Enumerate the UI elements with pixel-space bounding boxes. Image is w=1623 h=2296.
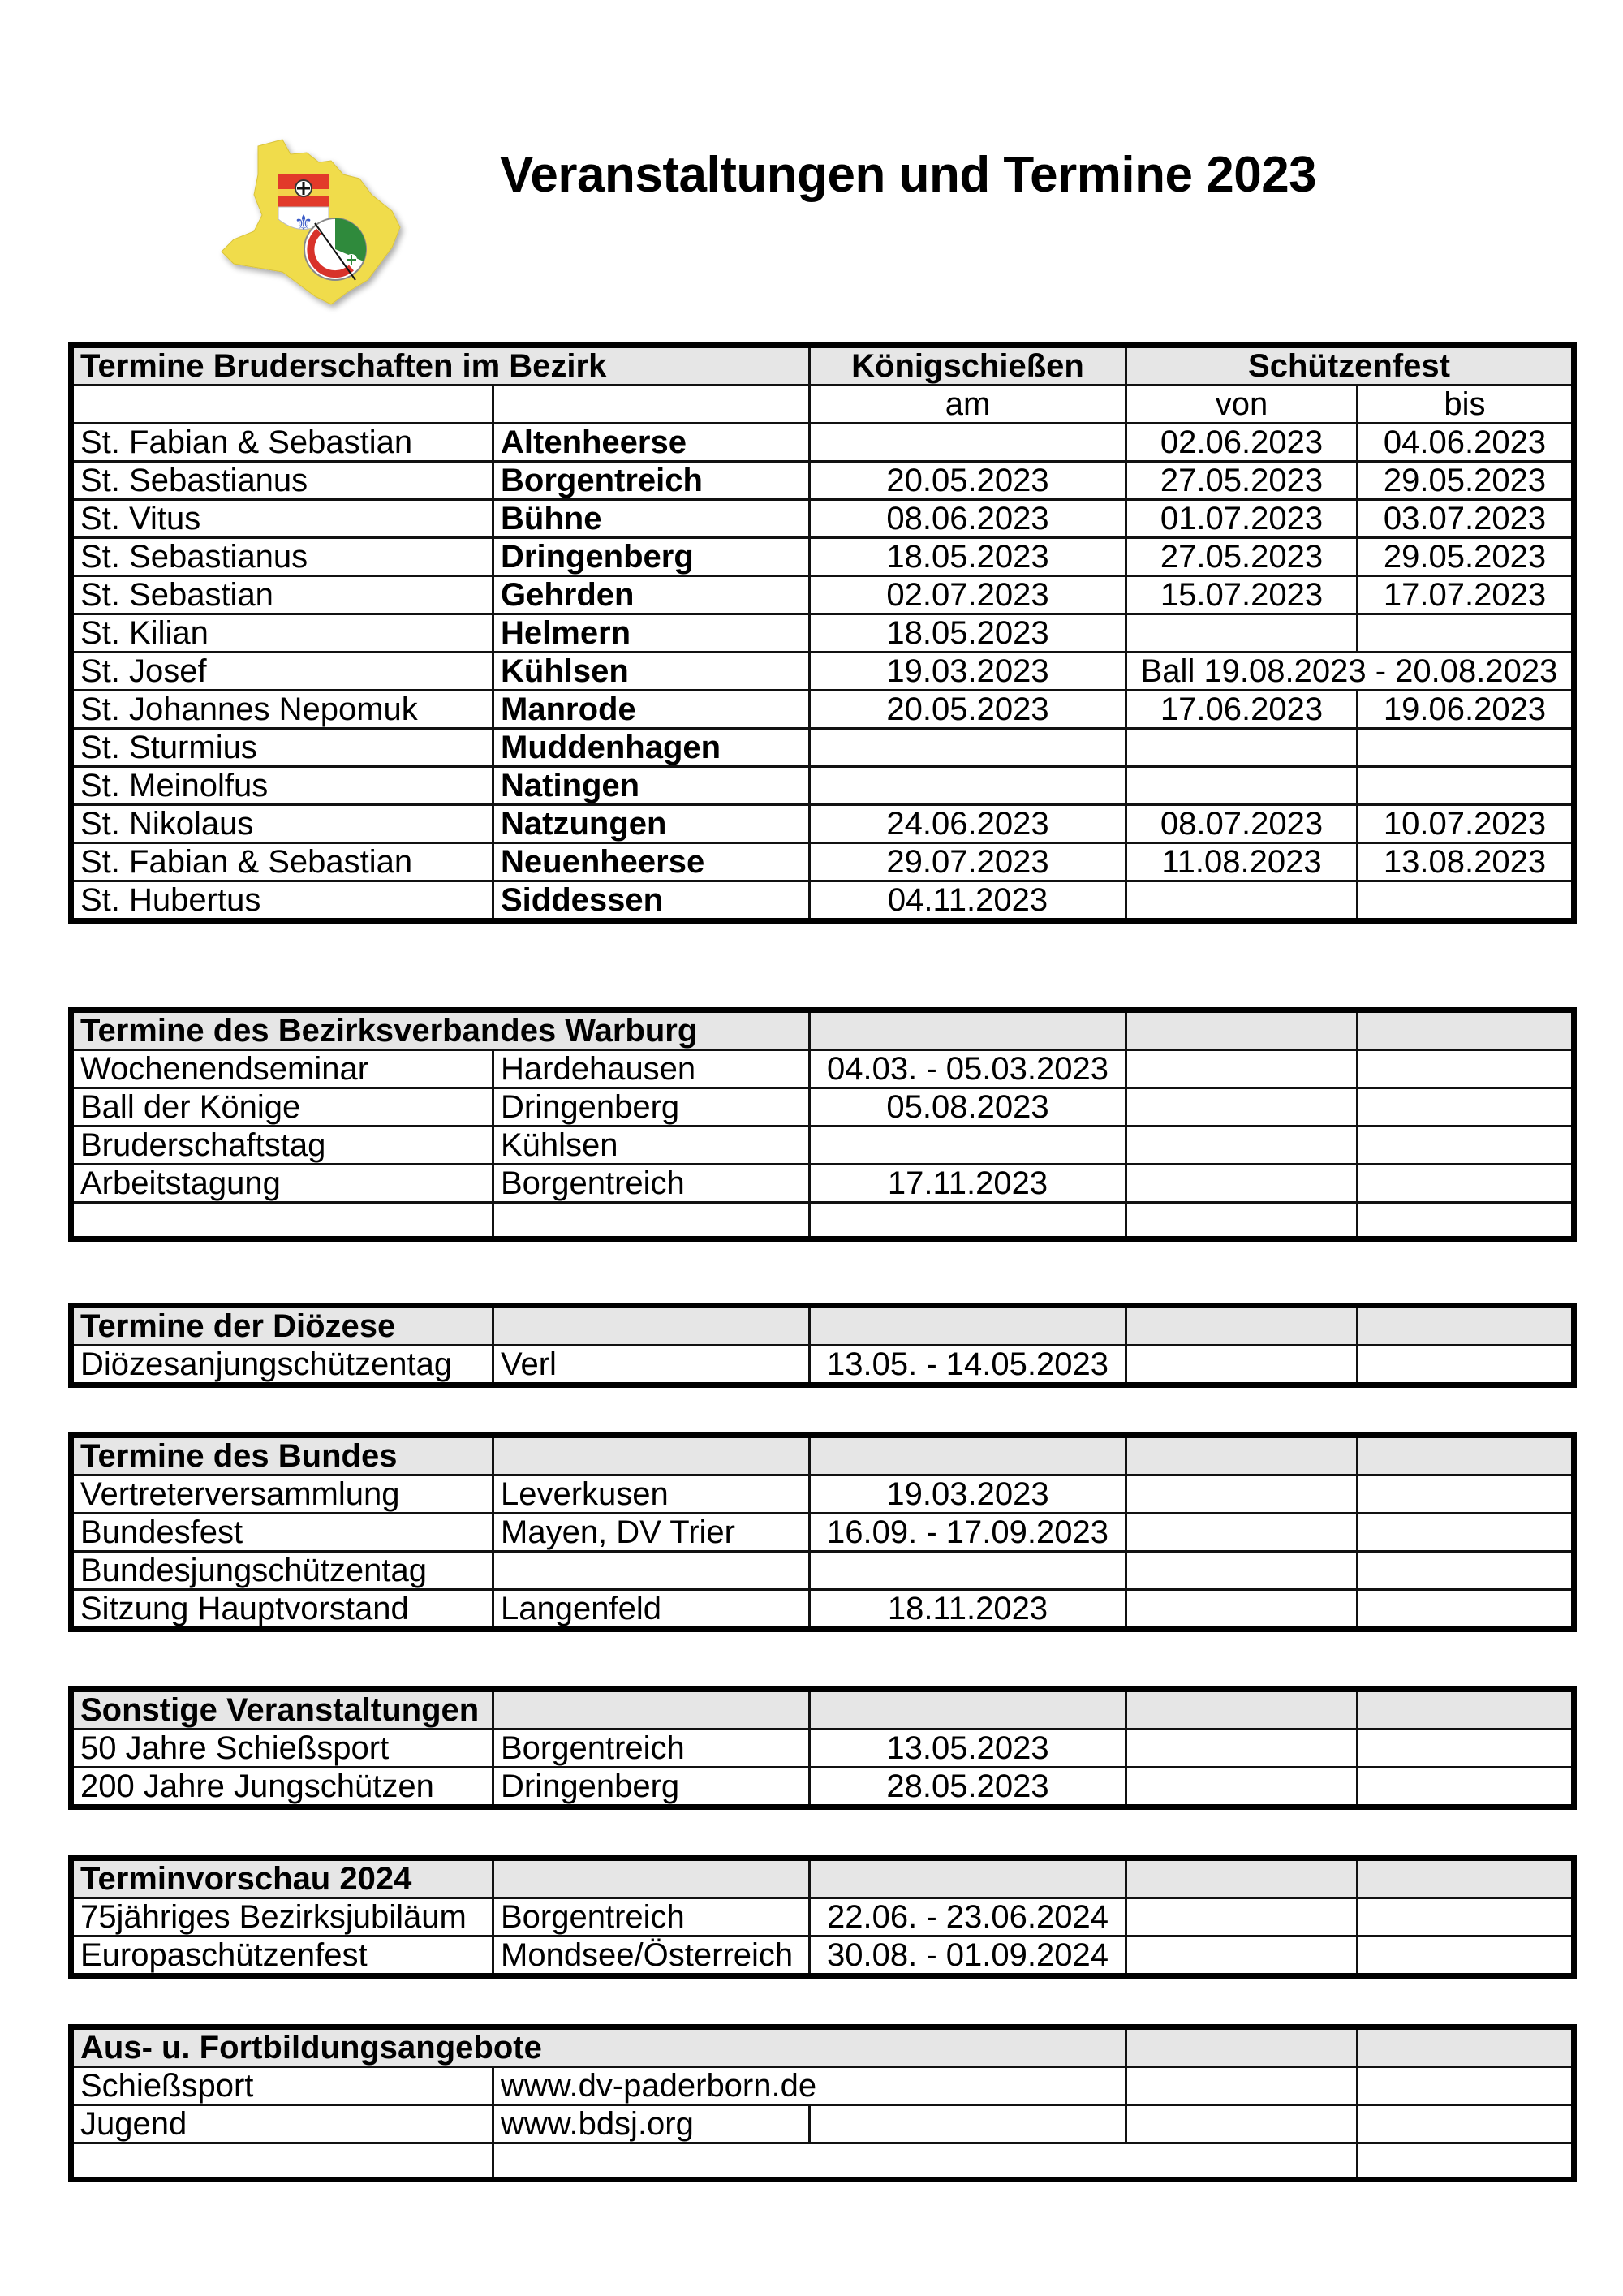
event-location: Langenfeld <box>493 1590 810 1630</box>
svg-text:⚜: ⚜ <box>294 211 313 235</box>
empty-cell <box>1358 1936 1574 1976</box>
event-name: Wochenendseminar <box>71 1050 493 1088</box>
location-name: Siddessen <box>493 881 810 921</box>
schuetzenfest-from: 27.05.2023 <box>1126 462 1358 500</box>
event-date <box>810 1552 1126 1590</box>
table-bruderschaften <box>68 342 1577 924</box>
schuetzenfest-merged: Ball 19.08.2023 - 20.08.2023 <box>1126 653 1574 691</box>
section-title: Aus- u. Fortbildungsangebote <box>71 2027 1126 2067</box>
empty-cell <box>1126 1936 1358 1976</box>
schuetzenfest-to: 10.07.2023 <box>1358 805 1574 843</box>
event-date: 04.03. - 05.03.2023 <box>810 1050 1126 1088</box>
table-row <box>71 1730 1574 1768</box>
column-header-am: am <box>810 386 1126 424</box>
event-location: Hardehausen <box>493 1050 810 1088</box>
empty-cell <box>1126 1088 1358 1126</box>
event-name: Europaschützenfest <box>71 1936 493 1976</box>
event-location: Borgentreich <box>493 1898 810 1936</box>
empty-cell <box>71 386 493 424</box>
brotherhood-name: St. Hubertus <box>71 881 493 921</box>
schuetzenfest-to: 29.05.2023 <box>1358 538 1574 576</box>
koenigschiessen-date <box>810 767 1126 805</box>
event-date <box>810 1126 1126 1165</box>
event-location <box>493 1552 810 1590</box>
empty-cell <box>1358 1050 1574 1088</box>
empty-cell <box>1358 1436 1574 1475</box>
event-name: Ball der Könige <box>71 1088 493 1126</box>
location-name: Dringenberg <box>493 538 810 576</box>
koenigschiessen-date: 18.05.2023 <box>810 614 1126 653</box>
empty-cell <box>1358 1346 1574 1385</box>
table-row <box>71 1768 1574 1807</box>
brotherhood-name: St. Johannes Nepomuk <box>71 691 493 729</box>
table-row <box>71 1475 1574 1514</box>
empty-cell <box>1126 1436 1358 1475</box>
empty-cell <box>810 1690 1126 1730</box>
table-row <box>71 691 1574 729</box>
empty-cell <box>1358 1590 1574 1630</box>
schuetzenfest-to: 04.06.2023 <box>1358 424 1574 462</box>
schuetzenfest-to: 03.07.2023 <box>1358 500 1574 538</box>
empty-cell <box>1126 2105 1358 2143</box>
koenigschiessen-date: 29.07.2023 <box>810 843 1126 881</box>
empty-cell <box>1358 1514 1574 1552</box>
brotherhood-name: St. Kilian <box>71 614 493 653</box>
table-row <box>71 767 1574 805</box>
event-name: Arbeitstagung <box>71 1165 493 1203</box>
table-vorschau-2024 <box>68 1855 1577 1979</box>
brotherhood-name: St. Meinolfus <box>71 767 493 805</box>
website-link[interactable]: www.bdsj.org <box>501 2106 694 2142</box>
brotherhood-name: St. Fabian & Sebastian <box>71 843 493 881</box>
table-row <box>71 2067 1574 2105</box>
empty-cell <box>493 1436 810 1475</box>
event-date: 13.05. - 14.05.2023 <box>810 1346 1126 1385</box>
table-header-row <box>71 2027 1574 2067</box>
table-row <box>71 1126 1574 1165</box>
table-row <box>71 1898 1574 1936</box>
table-row <box>71 881 1574 921</box>
table-row <box>71 462 1574 500</box>
schuetzenfest-from: 01.07.2023 <box>1126 500 1358 538</box>
empty-cell <box>1358 1898 1574 1936</box>
schuetzenfest-from <box>1126 729 1358 767</box>
table-sonstige <box>68 1686 1577 1810</box>
koenigschiessen-date: 08.06.2023 <box>810 500 1126 538</box>
event-date <box>810 1203 1126 1239</box>
topic-cell <box>71 2143 493 2180</box>
section-title: Termine der Diözese <box>71 1306 493 1346</box>
schuetzenfest-from <box>1126 767 1358 805</box>
column-header-bis: bis <box>1358 386 1574 424</box>
empty-cell <box>1126 1730 1358 1768</box>
event-date: 18.11.2023 <box>810 1590 1126 1630</box>
section-title: Termine des Bezirksverbandes Warburg <box>71 1010 810 1050</box>
district-logo <box>209 130 420 317</box>
empty-cell <box>1126 1475 1358 1514</box>
empty-cell <box>1126 1898 1358 1936</box>
table-dioezese <box>68 1303 1577 1388</box>
event-location: Dringenberg <box>493 1088 810 1126</box>
empty-cell <box>810 1859 1126 1898</box>
empty-cell <box>1358 1165 1574 1203</box>
table-row <box>71 1165 1574 1203</box>
event-date: 28.05.2023 <box>810 1768 1126 1807</box>
schuetzenfest-from: 11.08.2023 <box>1126 843 1358 881</box>
section-title: Termine des Bundes <box>71 1436 493 1475</box>
table-fortbildung <box>68 2024 1577 2182</box>
brotherhood-name: St. Josef <box>71 653 493 691</box>
event-name: Diözesanjungschützentag <box>71 1346 493 1385</box>
table-row <box>71 653 1574 691</box>
empty-cell <box>1126 2027 1358 2067</box>
empty-cell <box>1126 1346 1358 1385</box>
koenigschiessen-date: 20.05.2023 <box>810 691 1126 729</box>
table-bezirksverband <box>68 1007 1577 1242</box>
table-row <box>71 1050 1574 1088</box>
empty-cell <box>1126 1590 1358 1630</box>
koenigschiessen-date: 04.11.2023 <box>810 881 1126 921</box>
empty-cell <box>1358 2105 1574 2143</box>
event-name: Bundesjungschützentag <box>71 1552 493 1590</box>
schuetzenfest-from: 08.07.2023 <box>1126 805 1358 843</box>
event-location: Borgentreich <box>493 1730 810 1768</box>
brotherhood-name: St. Sebastianus <box>71 462 493 500</box>
table-header-row <box>71 1306 1574 1346</box>
topic-cell: Schießsport <box>71 2067 493 2105</box>
event-location: Verl <box>493 1346 810 1385</box>
empty-cell <box>1126 1859 1358 1898</box>
table-row <box>71 1203 1574 1239</box>
topic-cell: Jugend <box>71 2105 493 2143</box>
event-location: Dringenberg <box>493 1768 810 1807</box>
koenigschiessen-date: 24.06.2023 <box>810 805 1126 843</box>
section-title: Sonstige Veranstaltungen <box>71 1690 493 1730</box>
empty-cell <box>1358 1306 1574 1346</box>
empty-cell <box>810 1010 1126 1050</box>
schuetzenfest-from: 15.07.2023 <box>1126 576 1358 614</box>
location-name: Altenheerse <box>493 424 810 462</box>
event-name: Bruderschaftstag <box>71 1126 493 1165</box>
column-header-schuetzenfest: Schützenfest <box>1126 346 1574 386</box>
koenigschiessen-date: 20.05.2023 <box>810 462 1126 500</box>
empty-cell <box>810 1306 1126 1346</box>
event-name <box>71 1203 493 1239</box>
table-row <box>71 729 1574 767</box>
empty-cell <box>1126 1552 1358 1590</box>
koenigschiessen-date <box>810 424 1126 462</box>
empty-cell <box>1358 1010 1574 1050</box>
table-row <box>71 500 1574 538</box>
table-bund <box>68 1432 1577 1632</box>
table-header-row <box>71 1690 1574 1730</box>
empty-cell <box>1358 1859 1574 1898</box>
column-header-koenigschiessen: Königschießen <box>810 346 1126 386</box>
schuetzenfest-to: 13.08.2023 <box>1358 843 1574 881</box>
event-name: Vertreterversammlung <box>71 1475 493 1514</box>
event-location: Mayen, DV Trier <box>493 1514 810 1552</box>
event-date: 16.09. - 17.09.2023 <box>810 1514 1126 1552</box>
event-name: Bundesfest <box>71 1514 493 1552</box>
location-name: Natingen <box>493 767 810 805</box>
table-row <box>71 2143 1574 2180</box>
empty-cell <box>493 1859 810 1898</box>
empty-cell <box>493 2143 1358 2180</box>
koenigschiessen-date: 18.05.2023 <box>810 538 1126 576</box>
event-date: 22.06. - 23.06.2024 <box>810 1898 1126 1936</box>
event-name: 75jähriges Bezirksjubiläum <box>71 1898 493 1936</box>
empty-cell <box>1126 1514 1358 1552</box>
website-link[interactable]: www.dv-paderborn.de <box>501 2068 817 2104</box>
table-row <box>71 1552 1574 1590</box>
empty-cell <box>1126 1768 1358 1807</box>
empty-cell <box>1358 1730 1574 1768</box>
brotherhood-name: St. Sebastianus <box>71 538 493 576</box>
location-name: Gehrden <box>493 576 810 614</box>
event-name: Sitzung Hauptvorstand <box>71 1590 493 1630</box>
empty-cell <box>1358 1552 1574 1590</box>
location-name: Bühne <box>493 500 810 538</box>
schuetzenfest-from <box>1126 614 1358 653</box>
event-location: Leverkusen <box>493 1475 810 1514</box>
table-row <box>71 805 1574 843</box>
table-row <box>71 1590 1574 1630</box>
link-cell[interactable] <box>493 2105 810 2143</box>
brotherhood-name: St. Sturmius <box>71 729 493 767</box>
empty-cell <box>1126 2067 1358 2105</box>
table-row <box>71 1346 1574 1385</box>
empty-cell <box>493 386 810 424</box>
event-date: 17.11.2023 <box>810 1165 1126 1203</box>
table-header-row <box>71 1859 1574 1898</box>
empty-cell <box>810 1436 1126 1475</box>
location-name: Natzungen <box>493 805 810 843</box>
event-date: 05.08.2023 <box>810 1088 1126 1126</box>
subheader-row <box>71 386 1574 424</box>
schuetzenfest-from: 17.06.2023 <box>1126 691 1358 729</box>
table-row <box>71 576 1574 614</box>
location-name: Manrode <box>493 691 810 729</box>
schuetzenfest-from: 02.06.2023 <box>1126 424 1358 462</box>
event-date: 19.03.2023 <box>810 1475 1126 1514</box>
event-date: 13.05.2023 <box>810 1730 1126 1768</box>
section-title: Terminvorschau 2024 <box>71 1859 493 1898</box>
schuetzenfest-from: 27.05.2023 <box>1126 538 1358 576</box>
empty-cell <box>1126 1010 1358 1050</box>
empty-cell <box>1126 1126 1358 1165</box>
event-location: Borgentreich <box>493 1165 810 1203</box>
brotherhood-name: St. Nikolaus <box>71 805 493 843</box>
schuetzenfest-to <box>1358 729 1574 767</box>
empty-cell <box>1358 2143 1574 2180</box>
empty-cell <box>1358 1768 1574 1807</box>
empty-cell <box>1358 1126 1574 1165</box>
empty-cell <box>1358 1475 1574 1514</box>
brotherhood-name: St. Vitus <box>71 500 493 538</box>
table-header-row <box>71 346 1574 386</box>
location-name: Kühlsen <box>493 653 810 691</box>
event-name: 200 Jahre Jungschützen <box>71 1768 493 1807</box>
schuetzenfest-to: 29.05.2023 <box>1358 462 1574 500</box>
brotherhood-name: St. Fabian & Sebastian <box>71 424 493 462</box>
page-title: Veranstaltungen und Termine 2023 <box>500 147 1317 203</box>
empty-cell <box>1358 2027 1574 2067</box>
brotherhood-name: St. Sebastian <box>71 576 493 614</box>
event-date: 30.08. - 01.09.2024 <box>810 1936 1126 1976</box>
empty-cell <box>1126 1203 1358 1239</box>
empty-cell <box>493 1306 810 1346</box>
location-name: Helmern <box>493 614 810 653</box>
section-title: Termine Bruderschaften im Bezirk <box>71 346 810 386</box>
column-header-von: von <box>1126 386 1358 424</box>
empty-cell <box>810 2105 1126 2143</box>
event-location <box>493 1203 810 1239</box>
schuetzenfest-to: 17.07.2023 <box>1358 576 1574 614</box>
location-name: Muddenhagen <box>493 729 810 767</box>
empty-cell <box>1126 1690 1358 1730</box>
empty-cell <box>1126 1165 1358 1203</box>
schuetzenfest-to <box>1358 881 1574 921</box>
empty-cell <box>1358 1203 1574 1239</box>
schuetzenfest-to <box>1358 767 1574 805</box>
table-header-row <box>71 1010 1574 1050</box>
empty-cell <box>1126 1306 1358 1346</box>
schuetzenfest-to <box>1358 614 1574 653</box>
empty-cell <box>1358 2067 1574 2105</box>
empty-cell <box>493 1690 810 1730</box>
empty-cell <box>1358 1690 1574 1730</box>
koenigschiessen-date: 19.03.2023 <box>810 653 1126 691</box>
event-location: Mondsee/Österreich <box>493 1936 810 1976</box>
table-row <box>71 1514 1574 1552</box>
schuetzenfest-from <box>1126 881 1358 921</box>
location-name: Neuenheerse <box>493 843 810 881</box>
logo-icon <box>209 130 420 317</box>
event-name: 50 Jahre Schießsport <box>71 1730 493 1768</box>
table-row <box>71 1088 1574 1126</box>
table-row <box>71 424 1574 462</box>
link-cell[interactable] <box>493 2067 1126 2105</box>
table-row <box>71 2105 1574 2143</box>
koenigschiessen-date: 02.07.2023 <box>810 576 1126 614</box>
empty-cell <box>1358 1088 1574 1126</box>
schuetzenfest-to: 19.06.2023 <box>1358 691 1574 729</box>
location-name: Borgentreich <box>493 462 810 500</box>
event-location: Kühlsen <box>493 1126 810 1165</box>
table-row <box>71 1936 1574 1976</box>
table-header-row <box>71 1436 1574 1475</box>
koenigschiessen-date <box>810 729 1126 767</box>
empty-cell <box>1126 1050 1358 1088</box>
table-row <box>71 843 1574 881</box>
table-row <box>71 538 1574 576</box>
table-row <box>71 614 1574 653</box>
